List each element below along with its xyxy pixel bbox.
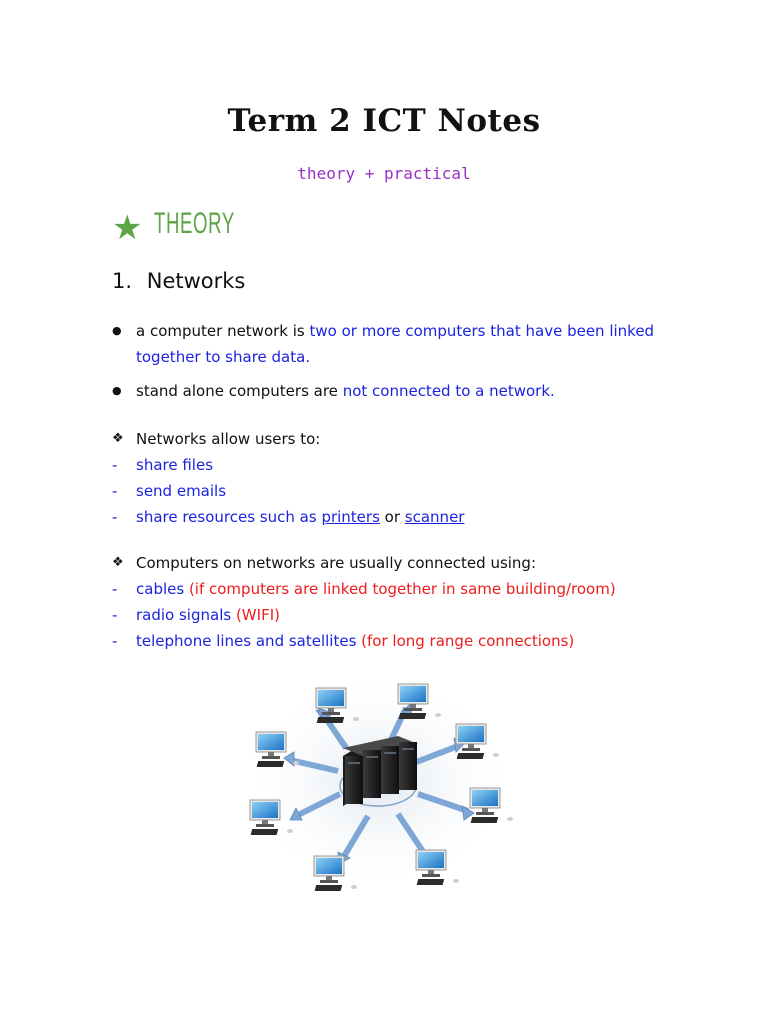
bullet-icon: ● bbox=[112, 384, 122, 397]
network-diagram-svg bbox=[228, 676, 528, 916]
connection-type: cables bbox=[136, 580, 185, 598]
allow-item-text: send emails bbox=[136, 482, 227, 500]
star-icon: ★ bbox=[112, 208, 143, 248]
list-item bbox=[112, 478, 692, 504]
dash-bullet-icon: - bbox=[112, 606, 118, 624]
connection-note: (for long range connections) bbox=[356, 632, 575, 650]
connected-intro bbox=[112, 550, 692, 576]
allow-block bbox=[112, 426, 692, 530]
bullet-highlight: two or more computers that have been linked together to share data. bbox=[136, 322, 655, 366]
heading-number: 1. bbox=[112, 269, 133, 293]
dash-bullet-icon: - bbox=[112, 632, 118, 650]
allow-intro-text: Networks allow users to: bbox=[136, 430, 321, 448]
connection-type: radio signals bbox=[136, 606, 232, 624]
list-item bbox=[112, 452, 692, 478]
dash-bullet-icon: - bbox=[112, 482, 118, 500]
list-item bbox=[112, 318, 672, 370]
section-title: THEORY bbox=[154, 207, 236, 240]
heading-text: Networks bbox=[146, 269, 246, 293]
diamond-bullet-icon: ❖ bbox=[112, 431, 124, 446]
connection-note: (if computers are linked together in same building/room) bbox=[184, 580, 616, 598]
allow-item-mid: or bbox=[379, 508, 405, 526]
connection-type: telephone lines and satellites bbox=[136, 632, 357, 650]
network-diagram-icon bbox=[228, 676, 528, 916]
page-subtitle: theory + practical bbox=[297, 164, 471, 183]
printers-link: printers bbox=[321, 508, 380, 526]
definition-list bbox=[112, 318, 672, 412]
bullet-text: a computer network is bbox=[136, 322, 310, 340]
dash-bullet-icon: - bbox=[112, 456, 118, 474]
diamond-bullet-icon: ❖ bbox=[112, 555, 124, 570]
list-item bbox=[112, 576, 692, 602]
allow-intro bbox=[112, 426, 692, 452]
dash-bullet-icon: - bbox=[112, 580, 118, 598]
list-item bbox=[112, 602, 692, 628]
bullet-highlight: not connected to a network. bbox=[342, 382, 555, 400]
bullet-icon: ● bbox=[112, 324, 122, 337]
allow-item-text: share files bbox=[136, 456, 214, 474]
allow-item-text: share resources such as bbox=[136, 508, 322, 526]
bullet-text: stand alone computers are bbox=[136, 382, 343, 400]
page-title: Term 2 ICT Notes bbox=[227, 103, 541, 139]
scanner-link: scanner bbox=[404, 508, 465, 526]
connected-intro-text: Computers on networks are usually connected using: bbox=[136, 554, 537, 572]
list-item bbox=[112, 628, 692, 654]
connection-note: (WIFI) bbox=[231, 606, 280, 624]
connected-block bbox=[112, 550, 692, 654]
networks-heading bbox=[112, 269, 245, 293]
list-item bbox=[112, 378, 672, 404]
list-item bbox=[112, 504, 692, 530]
dash-bullet-icon: - bbox=[112, 508, 118, 526]
section-header bbox=[112, 203, 285, 248]
